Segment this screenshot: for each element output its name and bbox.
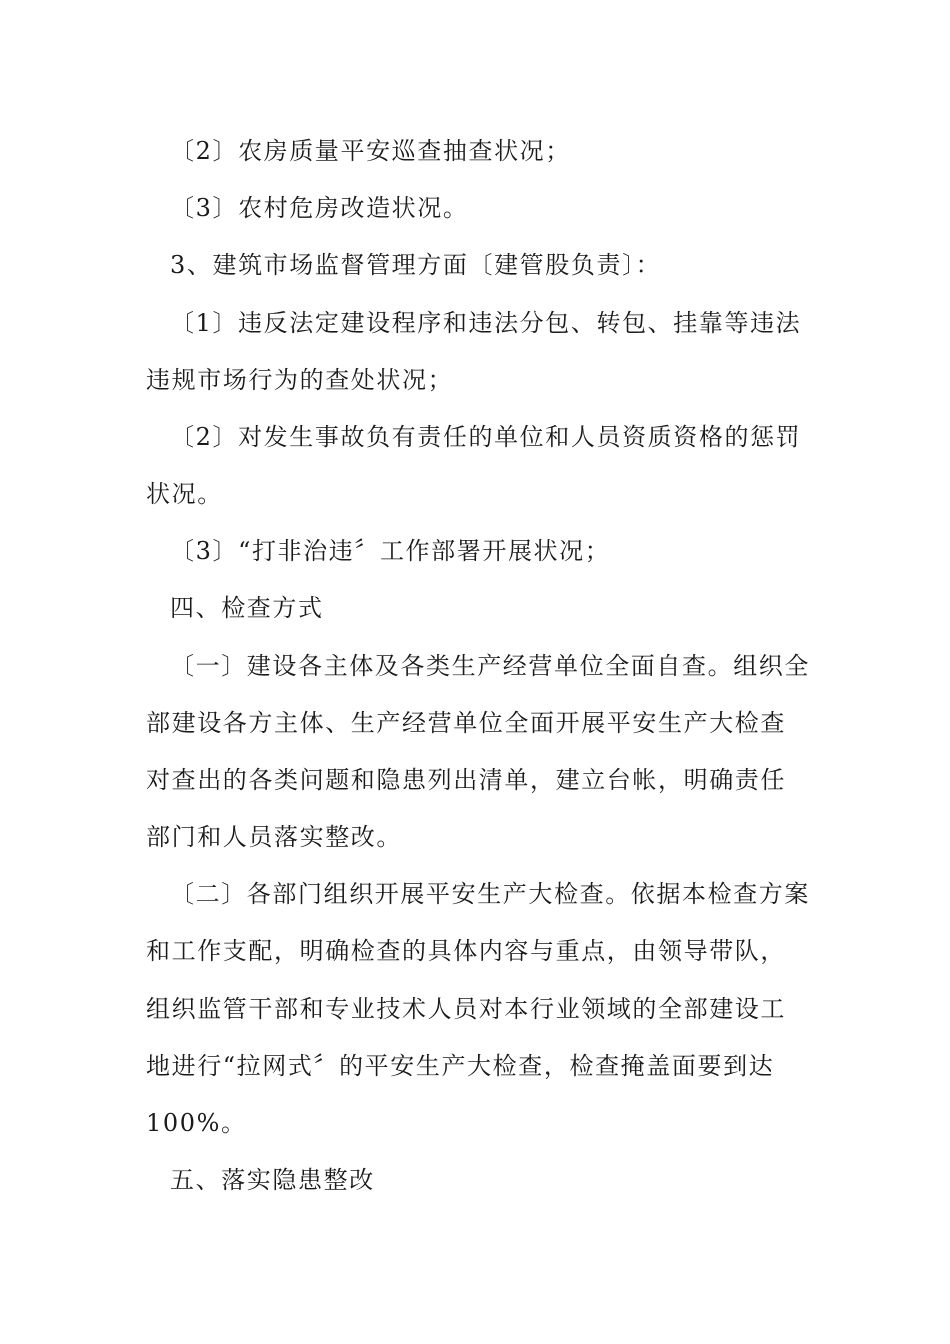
paragraph-line-4: 〔1〕违反法定建设程序和违法分包、转包、挂靠等违法: [170, 309, 802, 337]
paragraph-line-14: 〔二〕各部门组织开展平安生产大检查。依据本检查方案: [170, 880, 810, 908]
paragraph-line-1: 〔2〕农房质量平安巡查抽查状况；: [170, 137, 571, 165]
paragraph-line-17: 地进行“拉网式〞的平安生产大检查，检查掩盖面要到达: [146, 1052, 775, 1080]
paragraph-line-7: 状况。: [146, 480, 223, 508]
section-heading-3: 3、建筑市场监督管理方面〔建管股负责〕：: [170, 251, 662, 279]
paragraph-line-18: 100%。: [146, 1109, 247, 1137]
paragraph-line-10: 〔一〕建设各主体及各类生产经营单位全面自查。组织全: [170, 652, 810, 680]
paragraph-line-12: 对查出的各类问题和隐患列出清单，建立台帐，明确责任: [146, 766, 786, 794]
paragraph-line-6: 〔2〕对发生事故负有责任的单位和人员资质资格的惩罚: [170, 423, 802, 451]
paragraph-line-5: 违规市场行为的查处状况；: [146, 366, 454, 394]
section-heading-4: 四、检查方式: [170, 594, 324, 622]
paragraph-line-16: 组织监管干部和专业技术人员对本行业领域的全部建设工: [146, 995, 786, 1023]
paragraph-line-11: 部建设各方主体、生产经营单位全面开展平安生产大检查: [146, 709, 786, 737]
paragraph-line-13: 部门和人员落实整改。: [146, 823, 402, 851]
paragraph-line-15: 和工作支配，明确检查的具体内容与重点，由领导带队，: [146, 937, 786, 965]
paragraph-line-2: 〔3〕农村危房改造状况。: [170, 194, 469, 222]
section-heading-5: 五、落实隐患整改: [170, 1166, 375, 1194]
paragraph-line-8: 〔3〕“打非治违〞工作部署开展状况；: [170, 537, 611, 565]
